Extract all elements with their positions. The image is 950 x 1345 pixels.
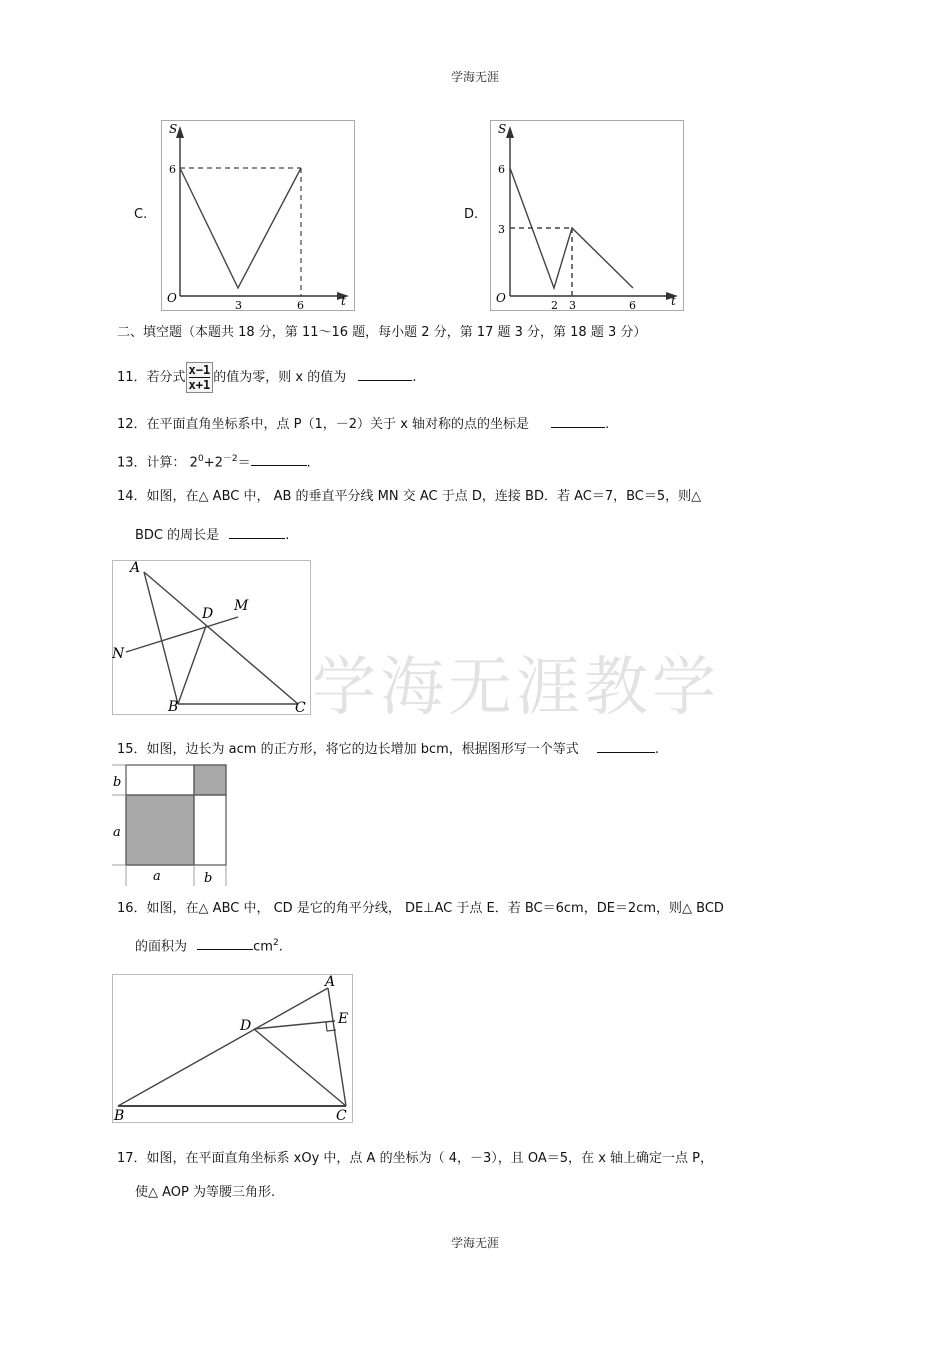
option-c-label: C. — [134, 207, 148, 222]
q15-text: 15．如图，边长为 acm 的正方形，将它的边长增加 bcm，根据图形写一个等式 — [117, 742, 579, 757]
question-14-line2: BDC 的周长是 . — [135, 524, 289, 545]
fig14-label-c: C — [295, 700, 306, 716]
q13-equals: ＝ — [237, 455, 251, 471]
q12-answer-blank[interactable] — [551, 413, 605, 428]
graph-c — [161, 120, 356, 312]
question-15: 15．如图，边长为 acm 的正方形，将它的边长增加 bcm，根据图形写一个等式 . — [117, 738, 659, 759]
fig15-label-a-left: a — [113, 825, 121, 840]
graph-d-y-tick-6: 6 — [498, 163, 505, 176]
graph-d-y-tick-3: 3 — [498, 223, 505, 236]
fig14-label-n: N — [112, 646, 125, 662]
page-footer: 学海无涯 — [450, 1236, 499, 1250]
graph-c-t-axis-label: t — [341, 294, 346, 308]
question-16-line1: 16．如图，在△ ABC 中， CD 是它的角平分线， DE⊥AC 于点 E．若 BC＝6cm，DE＝2cm，则△ BCD — [117, 901, 724, 916]
q11-fraction — [186, 362, 214, 393]
q13-plus: +2 — [203, 455, 223, 471]
graph-c-y-tick: 6 — [169, 163, 176, 176]
question-13: 13．计算： $2^0+2^{-2}=$ . — [117, 450, 311, 472]
q11-numerator: x−1 — [188, 363, 211, 377]
q11-answer-blank[interactable] — [358, 366, 412, 381]
question-16-line2: 的面积为 $cm^2$. — [135, 934, 283, 956]
graph-d-t-axis-label: t — [671, 294, 676, 308]
graph-d-x-tick-3: 3 — [569, 299, 576, 312]
fig16-label-e: E — [338, 1011, 349, 1027]
graph-d-s-axis-label: S — [498, 122, 507, 136]
graph-d-origin: O — [496, 291, 506, 305]
figure-16 — [112, 974, 354, 1124]
watermark: 学海无涯教学 — [312, 651, 720, 725]
q16-unit: cm — [253, 939, 273, 955]
figure-14 — [112, 560, 312, 716]
fig14-label-d: D — [202, 606, 214, 622]
question-11: 11．若分式 $\frac{x-1}{x+1}$ 的值为零，则 x 的值为 . — [117, 363, 417, 392]
q14-line2-text: BDC 的周长是 — [135, 528, 220, 543]
graph-c-x-tick-3: 3 — [235, 299, 242, 312]
q11-denominator: x+1 — [188, 378, 211, 392]
graph-c-origin: O — [167, 291, 177, 305]
section-title: 二、填空题（本题共 18 分，第 11～16 题，每小题 2 分，第 17 题 3 分，第 18 题 3 分） — [117, 325, 647, 340]
question-17-line1: 17．如图，在平面直角坐标系 xOy 中，点 A 的坐标为（ 4，－3），且 OA＝5，在 x 轴上确定一点 P， — [117, 1151, 713, 1166]
graph-d-x-tick-2: 2 — [551, 299, 558, 312]
fig14-label-b: B — [168, 699, 179, 715]
graph-d-x-tick-6: 6 — [629, 299, 636, 312]
question-17-line2: 使△ AOP 为等腰三角形. — [135, 1185, 276, 1200]
fig16-label-d: D — [240, 1018, 252, 1034]
question-12: 12．在平面直角坐标系中，点 P（1，－2）关于 x 轴对称的点的坐标是 . — [117, 413, 609, 434]
q16-answer-blank[interactable] — [197, 935, 253, 950]
fig14-label-a: A — [130, 560, 141, 576]
q11-prefix: 11．若分式 — [117, 370, 186, 385]
fig14-label-m: M — [234, 598, 249, 614]
graph-d — [490, 120, 685, 312]
q13-answer-blank[interactable] — [251, 451, 307, 466]
fig16-label-a: A — [325, 974, 336, 990]
q14-answer-blank[interactable] — [229, 524, 285, 539]
option-d-label: D. — [464, 207, 479, 222]
q12-text: 12．在平面直角坐标系中，点 P（1，－2）关于 x 轴对称的点的坐标是 — [117, 417, 530, 432]
q13-text: 13．计算： 2 — [117, 455, 198, 471]
q11-suffix: 的值为零，则 x 的值为 — [213, 370, 347, 385]
fig16-label-c: C — [336, 1108, 347, 1124]
fig15-label-b-top: b — [113, 775, 122, 790]
q16-unit-exponent: 2 — [272, 938, 279, 948]
q16-line2-text: 的面积为 — [135, 939, 188, 955]
page-header: 学海无涯 — [450, 70, 499, 84]
fig15-label-a-bottom: a — [153, 869, 161, 884]
figure-15 — [112, 764, 230, 888]
q13-exponent-1: －2 — [222, 454, 238, 464]
q13-exponent-0: 0 — [197, 454, 204, 464]
graph-c-s-axis-label: S — [169, 122, 178, 136]
fig15-label-b-bottom: b — [204, 871, 213, 886]
question-14-line1: 14．如图，在△ ABC 中， AB 的垂直平分线 MN 交 AC 于点 D，连接 BD．若 AC＝7，BC＝5，则△ — [117, 489, 702, 504]
q15-answer-blank[interactable] — [597, 738, 655, 753]
fig16-label-b: B — [114, 1108, 125, 1124]
graph-c-x-tick-6: 6 — [297, 299, 304, 312]
